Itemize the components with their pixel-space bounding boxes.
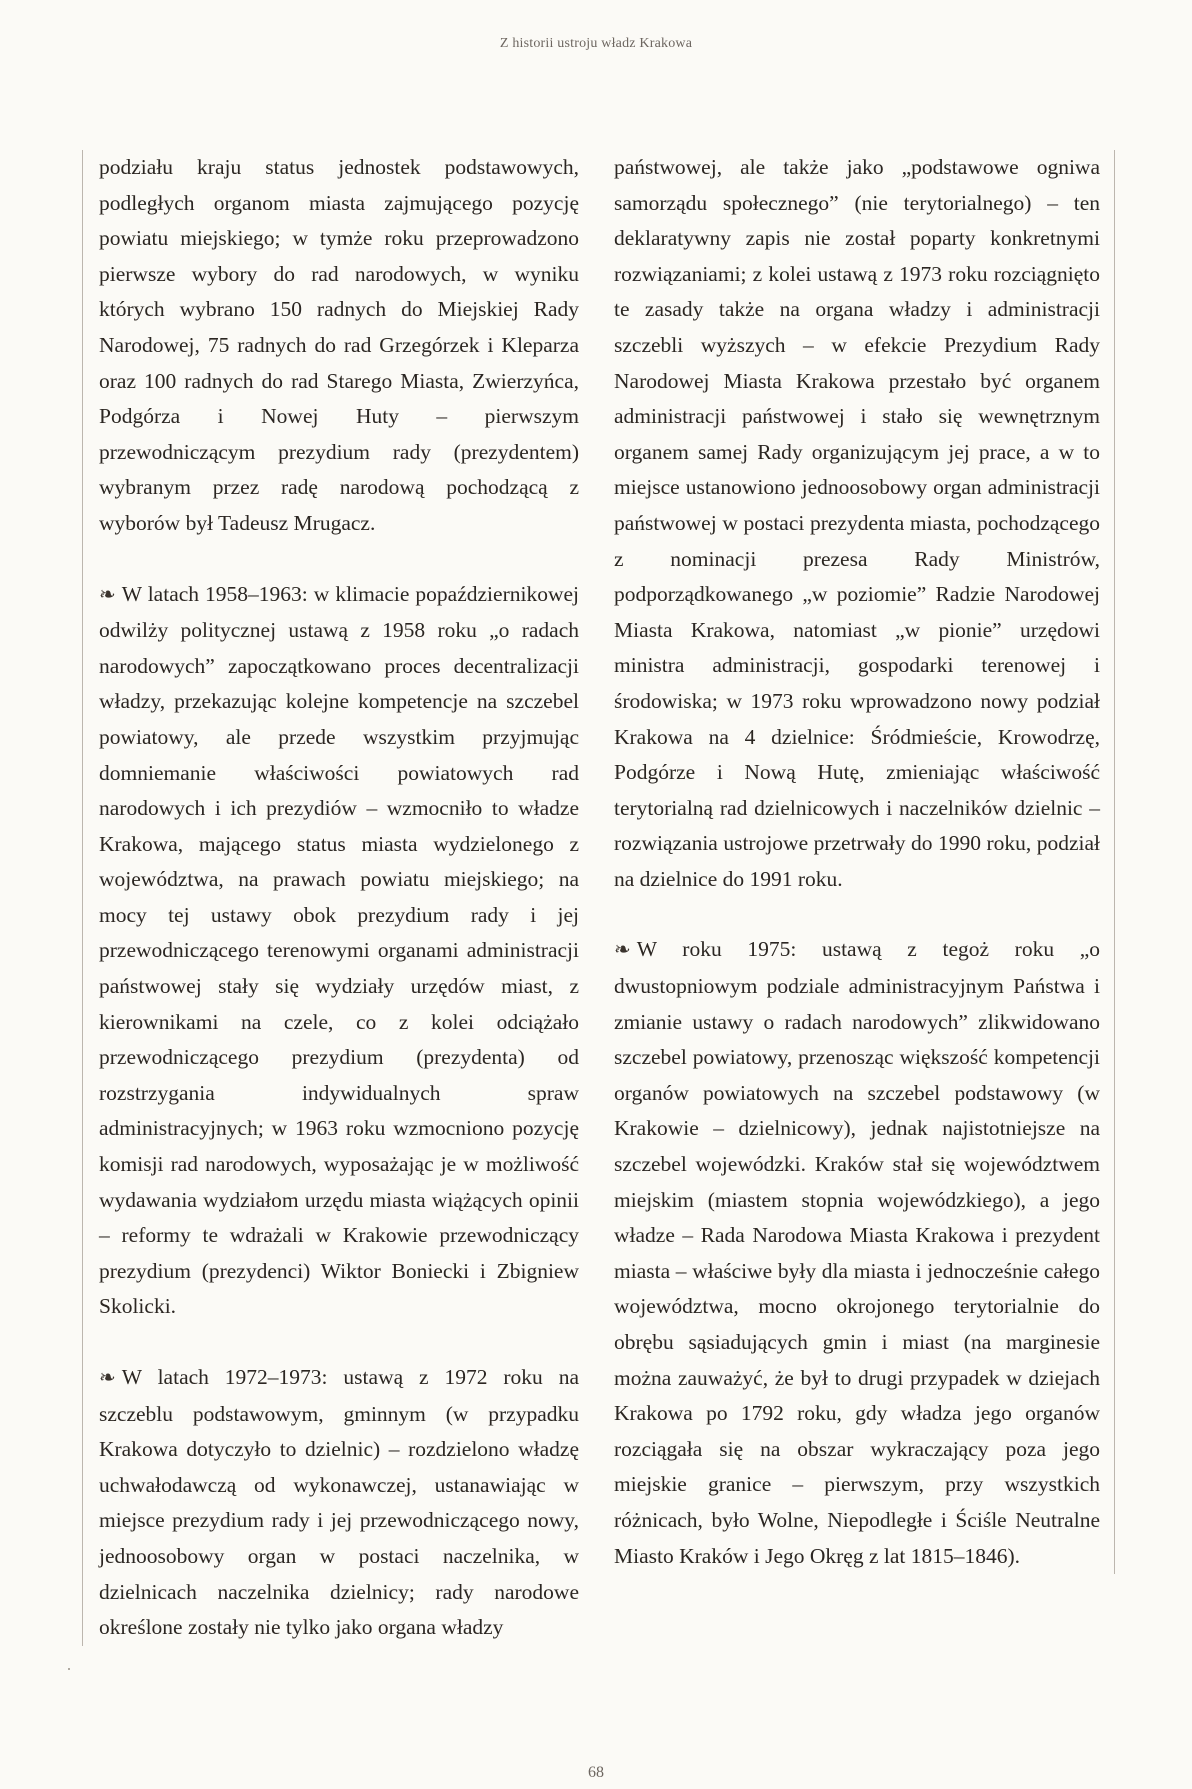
fleuron-icon: ❧ <box>99 1367 116 1389</box>
fleuron-icon: ❧ <box>99 583 116 606</box>
running-header: Z historii ustroju władz Krakowa <box>499 36 693 51</box>
page-number: 68 <box>588 1764 604 1781</box>
paragraph-text: W roku 1975: ustawą z tegoż roku „o dwustopniowym podziale administracyjnym Państwa i zmianie ustawy o radach narodowych” zlikwidowano szczebel powiatowy, przenosząc większość kompetencji organów powiatowych na szczebel podstawowy (w Krakowie – dzielnicowy), jednak najistotniejsze na szczebel wojewódzki. Kraków stał się województwem miejskim (miastem stopnia wojewódzkiego), a jego władze – Rada Narodowa Miasta Krakowa i prezydent miasta – właściwe były dla miasta i jednocześnie całego województwa, mocno okrojonego terytorialnie do obrębu sąsiadujących gmin i miast (na marginesie można zauważyć, że był to drugi przypadek w dziejach Krakowa po 1792 roku, gdy władza jego organów rozciągała się na obszar wykraczający poza jego miejskie granice – pierwszym, przy wszystkich różnicach, było Wolne, Niepodległe i Ściśle Neutralne Miasto Kraków i Jego Okręg z lat 1815–1846). <box>614 937 1100 1568</box>
right-text-column <box>598 150 1115 1574</box>
paragraph-1958-1963 <box>99 577 579 1325</box>
paragraph-text: W latach 1972–1973: ustawą z 1972 roku na szczeblu podstawowym, gminnym (w przypadku Krakowa dotyczyło to dzielnic) – rozdzielono władzę uchwałodawczą od wykonawczej, ustanawiając w miejsce prezydium rady i jej przewodniczącego nowy, jednoosobowy organ w postaci naczelnika, w dzielnicach naczelnika dzielnicy; rady narodowe określone zostały nie tylko jako organa władzy <box>99 1365 579 1640</box>
paragraph-text: podziału kraju status jednostek podstawowych, podległych organom miasta zajmującego pozycję powiatu miejskiego; w tymże roku przeprowadzono pierwsze wybory do rad narodowych, w wyniku których wybrano 150 radnych do Miejskiej Rady Narodowej, 75 radnych do rad Grzegórzek i Kleparza oraz 100 radnych do rad Starego Miasta, Zwierzyńca, Podgórza i Nowej Huty – pierwszym przewodniczącym prezydium rady (prezydentem) wybranym przez radę narodową pochodzącą z wyborów był Tadeusz Mrugacz. <box>99 155 579 535</box>
left-text-column <box>82 150 579 1646</box>
margin-mark <box>68 1668 70 1670</box>
paragraph-1972-1973 <box>99 1360 579 1646</box>
paragraph-text: W latach 1958–1963: w klimacie popaździernikowej odwilży politycznej ustawą z 1958 roku „o radach narodowych” zapoczątkowano proces decentralizacji władzy, przekazując kolejne kompetencje na szczebel powiatowy, ale przede wszystkim przyjmując domniemanie właściwości powiatowych rad narodowych i ich prezydiów – wzmocniło to władze Krakowa, mającego status miasta wydzielonego z województwa, na prawach powiatu miejskiego; na mocy tej ustawy obok prezydium rady i jej przewodniczącego terenowymi organami administracji państwowej stały się wydziały urzędów miast, z kierownikami na czele, co z kolei odciążało przewodniczącego prezydium (prezydenta) od rozstrzygania indywidualnych spraw administracyjnych; w 1963 roku wzmocniono pozycję komisji rad narodowych, wyposażając je w możliwość wydawania wydziałom urzędu miasta wiążących opinii – reformy te wdrażali w Krakowie przewodniczący prezydium (prezydenci) Wiktor Boniecki i Zbigniew Skolicki. <box>99 581 579 1319</box>
paragraph-1975 <box>614 932 1100 1574</box>
fleuron-icon: ❧ <box>614 939 631 962</box>
paragraph-text: państwowej, ale także jako „podstawowe ogniwa samorządu społecznego” (nie terytorialnego) – ten deklaratywny zapis nie został poparty konkretnymi rozwiązaniami; z kolei ustawą z 1973 roku rozciągnięto te zasady także na organa władzy i administracji szczebli wyższych – w efekcie Prezydium Rady Narodowej Miasta Krakowa przestało być organem administracji państwowej i stało się wewnętrznym organem samej Rady organizującym jej prace, a w to miejsce ustanowiono jednoosobowy organ administracji państwowej w postaci prezydenta miasta, pochodzącego z nominacji prezesa Rady Ministrów, podporządkowanego „w poziomie” Radzie Narodowej Miasta Krakowa, natomiast „w pionie” urzędowi ministra administracji, gospodarki terenowej i środowiska; w 1973 roku wprowadzono nowy podział Krakowa na 4 dzielnice: Śródmieście, Krowodrzę, Podgórze i Nową Hutę, zmieniając właściwość terytorialną rad dzielnicowych i naczelników dzielnic – rozwiązania ustrojowe przetrwały do 1990 roku, podział na dzielnice do 1991 roku. <box>614 155 1100 891</box>
paragraph-continued <box>614 150 1100 897</box>
paragraph-continued <box>99 150 579 542</box>
